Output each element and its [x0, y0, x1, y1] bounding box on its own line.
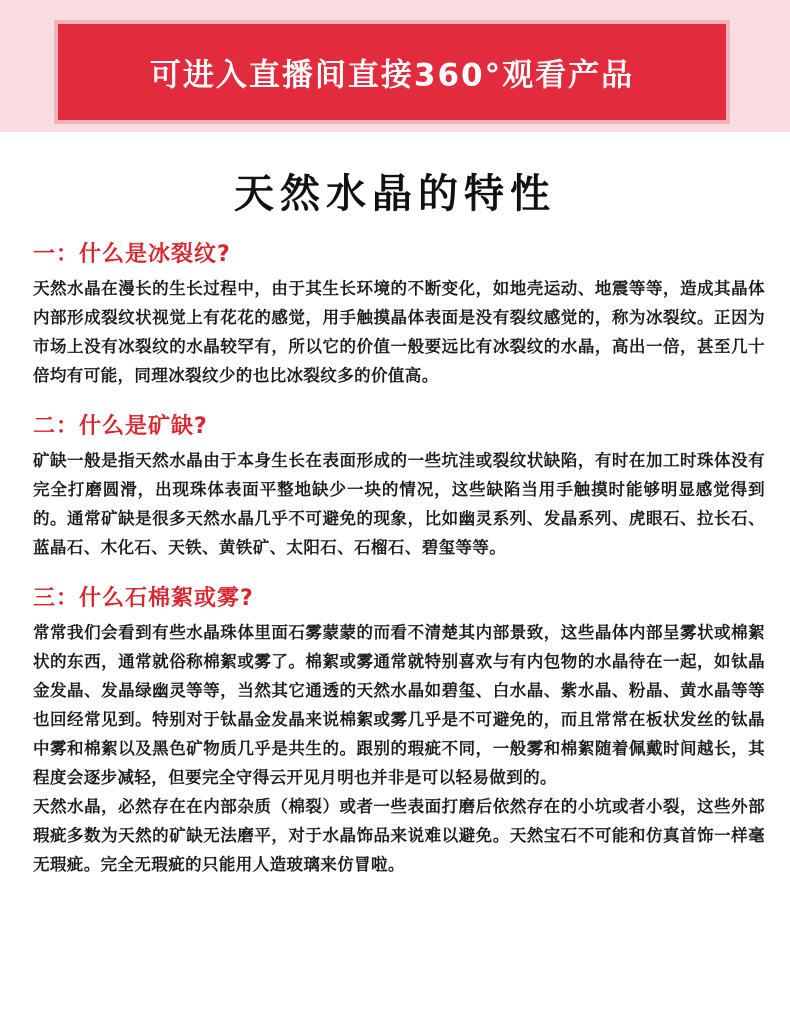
section-cotton-fog: [33, 584, 765, 879]
live-stream-banner: [58, 24, 726, 120]
banner-text: 可进入直播间直接360°观看产品: [149, 57, 635, 94]
section-paragraph: 常常我们会看到有些水晶珠体里面石雾蒙蒙的而看不清楚其内部景致，这些晶体内部呈雾状或棉絮状的东西，通常就俗称棉絮或雾了。棉絮或雾通常就特别喜欢与有内包物的水晶待在一起，如钛晶金发晶、发晶绿幽灵等等，当然其它通透的天然水晶如碧玺、白水晶、紫水晶、粉晶、黄水晶等等也回经常见到。特别对于钛晶金发晶来说棉絮或雾几乎是不可避免的，而且常常在板状发丝的钛晶中雾和棉絮以及黑色矿物质几乎是共生的。跟别的瑕疵不同，一般雾和棉絮随着佩戴时间越长，其程度会逐步减轻，但要完全守得云开见月明也并非是可以轻易做到的。: [33, 623, 765, 787]
article-content: [33, 240, 765, 901]
section-ice-crack: [33, 240, 765, 390]
section-heading: 三：什么石棉絮或雾?: [33, 586, 254, 611]
section-paragraph: 天然水晶，必然存在在内部杂质（棉裂）或者一些表面打磨后依然存在的小坑或者小裂，这些外部瑕疵多数为天然的矿缺无法磨平，对于水晶饰品来说难以避免。天然宝石不可能和仿真首饰一样毫无瑕疵。完全无瑕疵的只能用人造玻璃来仿冒啦。: [33, 797, 765, 874]
section-heading: 二：什么是矿缺?: [33, 414, 208, 439]
banner-background: [0, 0, 790, 132]
section-paragraph: 矿缺一般是指天然水晶由于本身生长在表面形成的一些坑洼或裂纹状缺陷，有时在加工时珠体没有完全打磨圆滑，出现珠体表面平整地缺少一块的情况，这些缺陷当用手触摸时能够明显感觉得到的。通常矿缺是很多天然水晶几乎不可避免的现象，比如幽灵系列、发晶系列、虎眼石、拉长石、蓝晶石、木化石、天铁、黄铁矿、太阳石、石榴石、碧玺等等。: [33, 451, 765, 557]
section-paragraph: 天然水晶在漫长的生长过程中，由于其生长环境的不断变化，如地壳运动、地震等等，造成其晶体内部形成裂纹状视觉上有花花的感觉，用手触摸晶体表面是没有裂纹感觉的，称为冰裂纹。正因为市场上没有冰裂纹的水晶较罕有，所以它的价值一般要远比有冰裂纹的水晶，高出一倍，甚至几十倍均有可能，同理冰裂纹少的也比冰裂纹多的价值高。: [33, 279, 765, 385]
section-heading: 一：什么是冰裂纹?: [33, 242, 231, 267]
section-mineral-defect: [33, 412, 765, 562]
page-title: 天然水晶的特性: [234, 171, 556, 217]
